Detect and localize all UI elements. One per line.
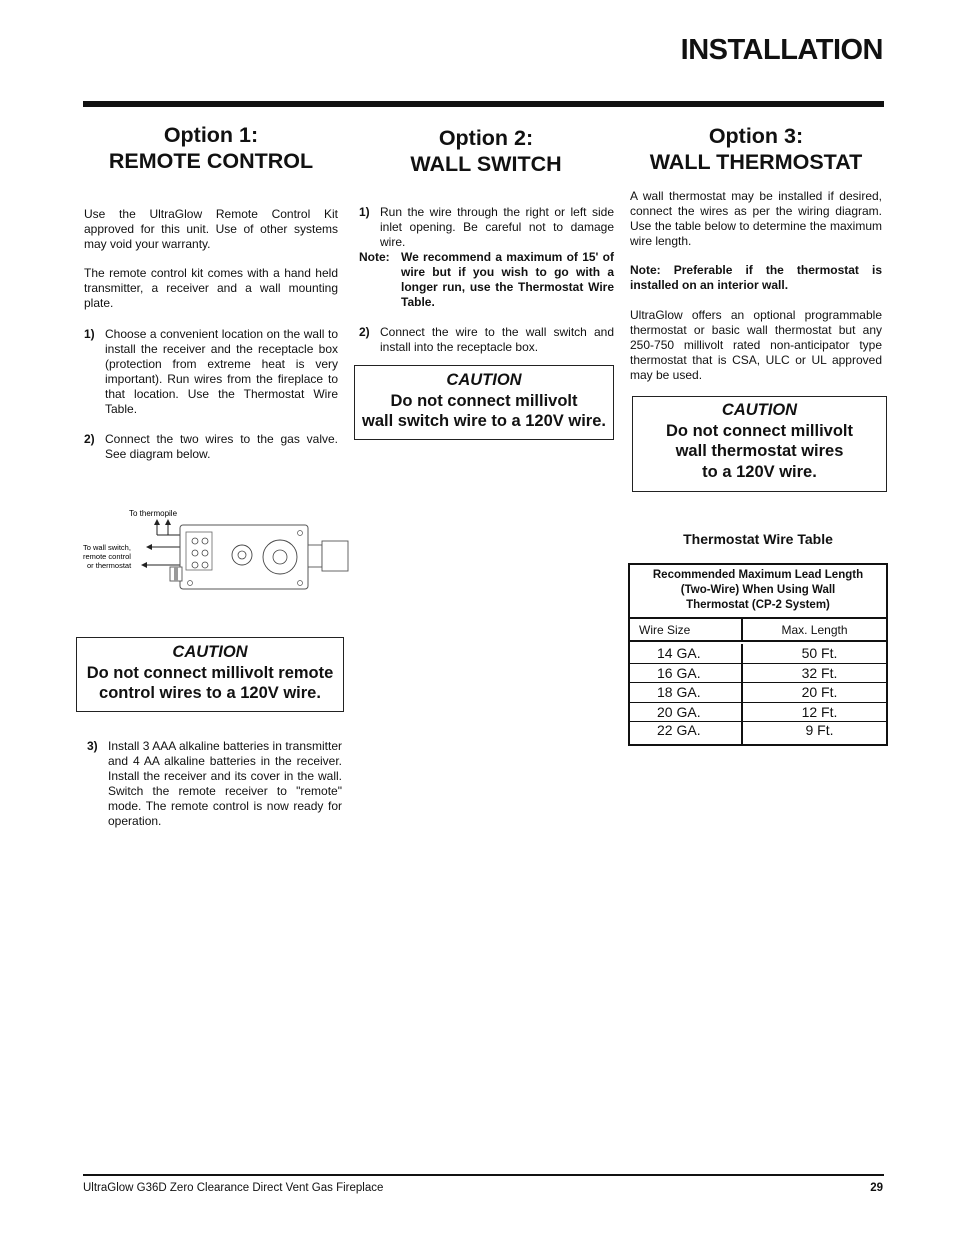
option1-caution-line1: Do not connect millivolt remote	[86, 663, 334, 682]
option1-step3-num: 3)	[87, 739, 98, 753]
table-column-headers	[630, 619, 886, 642]
option1-step1-num: 1)	[84, 327, 95, 341]
row-wire-size: 16 GA.	[630, 664, 743, 683]
option2-caution-title: CAUTION	[446, 371, 522, 389]
gas-valve-wiring-diagram	[80, 505, 350, 595]
option2-heading-line1: Option 2:	[438, 126, 534, 150]
option3-para2: UltraGlow offers an optional programmable thermostat or basic wall thermostat but any 250-750 millivolt rated non-anticipator type thermostat that is CSA, ULC or UL approved may be used.	[630, 308, 882, 382]
option2-heading-line2: WALL SWITCH	[410, 152, 562, 176]
option1-heading-line1: Option 1:	[163, 123, 259, 147]
table-header	[630, 565, 886, 619]
option3-heading	[629, 123, 883, 175]
col-max-length: Max. Length	[781, 622, 848, 637]
row-wire-size: 18 GA.	[630, 683, 743, 702]
row-wire-size: 14 GA.	[630, 644, 743, 663]
option2-caution-line1: Do not connect millivolt	[390, 391, 578, 410]
option3-caution-box	[632, 396, 887, 492]
table-row	[630, 664, 886, 684]
option2-heading	[358, 125, 614, 177]
option2-note-text: We recommend a maximum of 15' of wire but if you wish to go with a longer run, use the Thermostat Wire Table.	[401, 250, 614, 309]
option1-caution-title: CAUTION	[172, 643, 248, 661]
option2-step2-num: 2)	[359, 325, 370, 339]
option2-caution-box	[354, 365, 614, 440]
arrow-left-icon	[146, 544, 152, 550]
option3-para1: A wall thermostat may be installed if desired, connect the wires as per the wiring diagram. Use the table below to determine the maximum wire length.	[630, 189, 882, 248]
option1-step3	[87, 739, 342, 829]
top-rule	[83, 101, 884, 107]
diagram-label-wall-3: or thermostat	[87, 561, 132, 570]
option3-caution-line3: to a 120V wire.	[702, 462, 817, 481]
table-row	[630, 683, 886, 703]
arrow-up-icon	[154, 519, 160, 525]
row-max-length: 32 Ft.	[801, 664, 838, 681]
thermostat-wire-table	[628, 563, 888, 746]
option3-note: Note: Preferable if the thermostat is installed on an interior wall.	[630, 263, 882, 292]
option2-step1	[359, 205, 614, 250]
row-max-length: 9 Ft.	[805, 722, 834, 738]
diagram-label-wall-1: To wall switch,	[83, 543, 131, 552]
option2-step1-num: 1)	[359, 205, 370, 219]
table-row	[630, 644, 886, 664]
diagram-label-thermopile: To thermopile	[129, 509, 178, 518]
option2-step1-text: Run the wire through the right or left side inlet opening. Be careful not to damage wire.	[380, 205, 614, 249]
option1-caution-line2: control wires to a 120V wire.	[99, 684, 321, 702]
option1-step2-num: 2)	[84, 432, 95, 446]
row-wire-size: 22 GA.	[630, 722, 743, 744]
page-title: INSTALLATION	[680, 34, 883, 66]
option1-heading-line2: REMOTE CONTROL	[108, 149, 314, 173]
thermostat-table-title: Thermostat Wire Table	[683, 531, 833, 547]
option1-step3-text: Install 3 AAA alkaline batteries in transmitter and 4 AA alkaline batteries in the receiver. Install the receiver and its cover in the wall. Switch the remote receiver to "remote" mode. The remote control is now ready for operation.	[108, 739, 342, 828]
arrow-left-icon	[141, 562, 147, 568]
row-max-length: 50 Ft.	[801, 645, 838, 662]
table-header-line2: (Two-Wire) When Using Wall	[680, 584, 836, 596]
option1-step1-text: Choose a convenient location on the wall to install the receiver and the receptacle box (protection from extreme heat is very important). Run wires from the fireplace to that location. Use the Thermostat Wire Table.	[105, 327, 338, 416]
table-row	[630, 722, 886, 744]
option1-heading	[84, 122, 338, 174]
table-row	[630, 703, 886, 723]
option2-step2	[359, 325, 614, 355]
option3-heading-line1: Option 3:	[708, 124, 804, 148]
col-wire-size: Wire Size	[630, 619, 743, 640]
option3-caution-line2: wall thermostat wires	[675, 442, 844, 460]
option3-heading-line2: WALL THERMOSTAT	[649, 150, 863, 174]
option2-note	[359, 250, 614, 310]
arrow-up-icon	[165, 519, 171, 525]
footer-product-name: UltraGlow G36D Zero Clearance Direct Vent Gas Fireplace	[83, 1182, 384, 1194]
option3-caution-line1: Do not connect millivolt	[665, 421, 853, 440]
table-header-line1: Recommended Maximum Lead Length	[652, 569, 864, 581]
row-max-length: 20 Ft.	[801, 684, 838, 701]
option3-caution-title: CAUTION	[721, 401, 798, 419]
option1-para2: The remote control kit comes with a hand held transmitter, a receiver and a wall mounting plate.	[84, 266, 338, 310]
option1-caution-box	[76, 637, 344, 712]
option2-step2-text: Connect the wire to the wall switch and install into the receptacle box.	[380, 325, 614, 354]
option1-step1	[84, 327, 338, 417]
option1-para1: Use the UltraGlow Remote Control Kit approved for this unit. Use of other systems may void your warranty.	[84, 207, 338, 251]
option2-note-label: Note:	[359, 250, 390, 264]
option2-caution-line2: wall switch wire to a 120V wire.	[362, 412, 606, 430]
option1-step2	[84, 432, 338, 462]
table-header-line3: Thermostat (CP-2 System)	[686, 599, 830, 611]
option1-step2-text: Connect the two wires to the gas valve. See diagram below.	[105, 432, 338, 461]
row-wire-size: 20 GA.	[630, 703, 743, 722]
page-number: 29	[870, 1182, 883, 1194]
footer-rule	[83, 1174, 884, 1176]
row-max-length: 12 Ft.	[801, 703, 838, 720]
diagram-label-wall-2: remote control	[83, 552, 131, 561]
